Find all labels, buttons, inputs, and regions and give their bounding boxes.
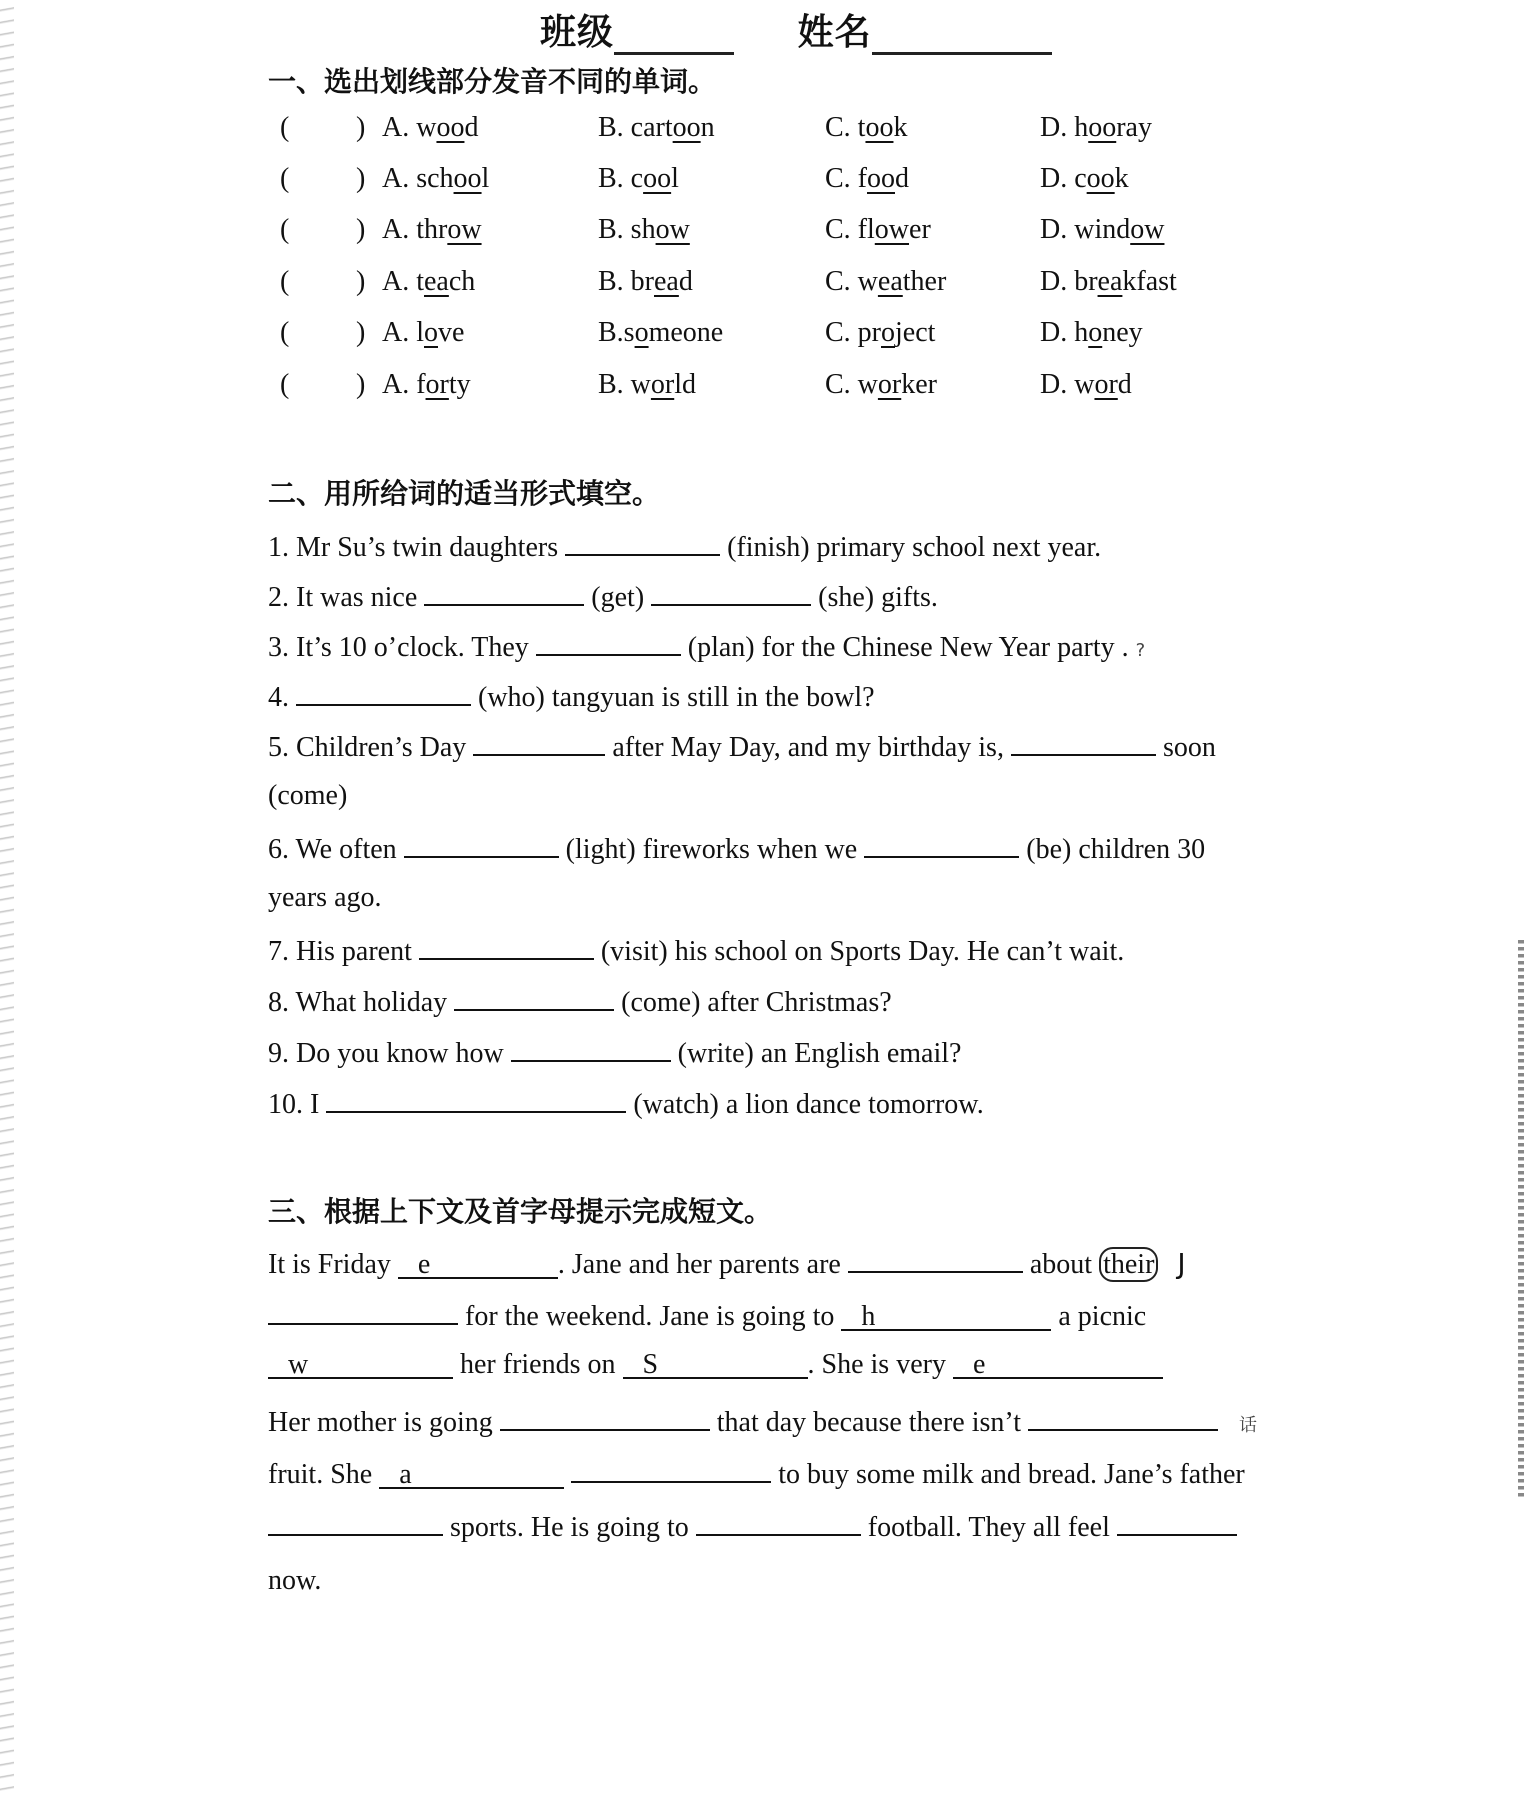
- option-c: [825, 112, 907, 144]
- question-text: Children’s Day: [296, 732, 467, 763]
- answer-blank[interactable]: [1028, 1403, 1218, 1431]
- question-text: Do you know how: [296, 1038, 504, 1069]
- option-text: ch: [448, 266, 476, 297]
- answer-blank[interactable]: [864, 830, 1019, 858]
- underlined-letters: oo: [453, 163, 482, 194]
- question-8: [268, 983, 892, 1019]
- option-text: l: [671, 163, 679, 194]
- question-text: I: [310, 1089, 320, 1120]
- option-b: [598, 369, 696, 401]
- passage-text: football. They all feel: [867, 1512, 1110, 1543]
- answer-blank[interactable]: [473, 728, 605, 756]
- answer-paren-close[interactable]: ): [356, 163, 366, 194]
- question-4: [268, 678, 875, 714]
- option-a: [382, 163, 489, 195]
- underlined-letters: or: [1094, 369, 1118, 400]
- option-text: d: [895, 163, 909, 194]
- hint-letter: w: [288, 1349, 309, 1380]
- choice-row: [280, 112, 1280, 152]
- question-number: 3.: [268, 632, 289, 663]
- answer-blank[interactable]: [536, 628, 681, 656]
- answer-paren-close[interactable]: ): [356, 317, 366, 348]
- answer-blank[interactable]: [419, 932, 594, 960]
- option-a: [382, 266, 475, 298]
- option-text: C. w: [825, 369, 878, 400]
- passage-text: for the weekend. Jane is going to: [465, 1301, 835, 1332]
- underlined-letters: oo: [643, 163, 672, 194]
- question-text: (come) after Christmas?: [621, 987, 892, 1018]
- option-d: [1040, 266, 1177, 298]
- answer-blank[interactable]: [268, 1349, 453, 1379]
- underlined-letters: or: [650, 369, 675, 400]
- answer-paren-open[interactable]: (: [280, 214, 290, 245]
- option-a: [382, 317, 464, 349]
- question-text: (be) children 30: [1026, 834, 1206, 865]
- option-text: ve: [438, 317, 465, 348]
- option-text: ty: [448, 369, 471, 400]
- answer-blank[interactable]: [404, 830, 559, 858]
- answer-blank[interactable]: [326, 1085, 626, 1113]
- passage-text: . Jane and her parents are: [557, 1249, 841, 1280]
- answer-blank[interactable]: [953, 1349, 1163, 1379]
- question-text: (finish) primary school next year.: [727, 532, 1102, 563]
- option-c: [825, 266, 946, 298]
- question-number: 4.: [268, 682, 289, 713]
- question-number: 1.: [268, 532, 289, 563]
- section2-title: 二、用所给词的适当形式填空。: [268, 477, 661, 510]
- option-text: k: [893, 112, 908, 143]
- passage-line-6: [268, 1508, 1237, 1544]
- option-text: B. w: [598, 369, 651, 400]
- passage-line-3: [268, 1349, 1163, 1381]
- question-number: 6.: [268, 834, 289, 865]
- option-text: ject: [895, 317, 936, 348]
- question-6-continued: years ago.: [268, 882, 382, 913]
- option-c: [825, 317, 935, 349]
- question-number: 5.: [268, 732, 289, 763]
- underlined-letters: ow: [447, 214, 482, 245]
- question-number: 10.: [268, 1089, 303, 1120]
- underlined-letters: ea: [1097, 266, 1123, 297]
- underlined-letters: o: [634, 317, 649, 348]
- option-text: er: [909, 214, 931, 245]
- passage-text: about: [1029, 1249, 1093, 1280]
- name-blank[interactable]: [872, 22, 1052, 55]
- handwritten-mark: ?: [1135, 640, 1146, 661]
- section3-title: 三、根据上下文及首字母提示完成短文。: [268, 1195, 773, 1228]
- question-1: [268, 528, 1101, 564]
- option-b: [598, 112, 715, 144]
- answer-blank[interactable]: [296, 678, 471, 706]
- answer-paren-close[interactable]: ): [356, 369, 366, 400]
- hint-letter: h: [861, 1301, 876, 1332]
- option-c: [825, 163, 909, 195]
- option-text: l: [481, 163, 490, 194]
- passage-text: It is Friday: [268, 1249, 391, 1280]
- option-text: B. cart: [598, 112, 673, 143]
- question-text: (visit) his school on Sports Day. He can’t wait.: [600, 936, 1125, 967]
- passage-text: her friends on: [460, 1349, 616, 1380]
- option-text: ney: [1102, 317, 1143, 348]
- answer-blank[interactable]: [848, 1245, 1023, 1273]
- option-c: [825, 214, 931, 246]
- option-text: B.s: [598, 317, 635, 348]
- question-text: soon: [1162, 732, 1216, 763]
- option-a: [382, 214, 482, 246]
- answer-blank[interactable]: [500, 1403, 710, 1431]
- worksheet-header: [540, 4, 1052, 55]
- hint-letter: e: [972, 1349, 986, 1380]
- option-text: A. l: [382, 317, 424, 348]
- answer-paren-open[interactable]: (: [280, 369, 290, 400]
- handwritten-mark: 话: [1239, 1415, 1258, 1436]
- question-6: [268, 830, 1205, 866]
- option-text: D. br: [1040, 266, 1098, 297]
- underlined-letters: oo: [1088, 112, 1117, 143]
- option-text: n: [700, 112, 715, 143]
- underlined-letters: ea: [877, 266, 903, 297]
- question-number: 9.: [268, 1038, 289, 1069]
- question-10: [268, 1085, 984, 1121]
- question-5: [268, 728, 1216, 764]
- passage-line-5: [268, 1455, 1245, 1491]
- passage-line-2: [268, 1297, 1146, 1333]
- question-number: 7.: [268, 936, 289, 967]
- underlined-letters: ea: [654, 266, 679, 297]
- option-text: C. t: [825, 112, 866, 143]
- option-d: [1040, 317, 1143, 349]
- option-text: C. fl: [825, 214, 875, 245]
- answer-blank[interactable]: [696, 1508, 861, 1536]
- option-b: [598, 163, 679, 195]
- underlined-letters: oo: [436, 112, 465, 143]
- option-text: ther: [902, 266, 947, 297]
- option-text: A. t: [382, 266, 424, 297]
- hint-letter: e: [417, 1249, 431, 1280]
- option-text: C. w: [825, 266, 878, 297]
- answer-blank[interactable]: [398, 1249, 558, 1279]
- answer-paren-close[interactable]: ): [356, 266, 366, 297]
- answer-blank[interactable]: [623, 1349, 808, 1379]
- choice-row: [280, 214, 1280, 254]
- underlined-letters: o: [881, 317, 895, 348]
- underlined-letters: o: [1088, 317, 1103, 348]
- answer-paren-close[interactable]: ): [356, 112, 366, 143]
- option-text: k: [1114, 163, 1129, 194]
- answer-blank[interactable]: [565, 528, 720, 556]
- scan-edge-right: [1518, 940, 1524, 1500]
- underlined-letters: o: [424, 317, 438, 348]
- answer-blank[interactable]: [1011, 728, 1156, 756]
- choice-row: [280, 317, 1280, 357]
- option-text: D. h: [1040, 112, 1089, 143]
- class-blank[interactable]: [614, 22, 734, 55]
- answer-paren-open[interactable]: (: [280, 266, 290, 297]
- option-d: [1040, 369, 1132, 401]
- option-text: ray: [1116, 112, 1152, 143]
- option-text: kfast: [1122, 266, 1177, 297]
- question-text: What holiday: [295, 987, 448, 1018]
- answer-blank[interactable]: [1117, 1508, 1237, 1536]
- option-d: [1040, 163, 1129, 195]
- passage-text: to buy some milk and bread. Jane’s father: [778, 1459, 1245, 1490]
- question-text: (she) gifts.: [818, 582, 938, 613]
- passage-text: that day because there isn’t: [716, 1407, 1022, 1438]
- option-text: B. c: [598, 163, 644, 194]
- option-a: [382, 112, 478, 144]
- passage-text: fruit. She: [268, 1459, 373, 1490]
- option-d: [1040, 214, 1164, 246]
- option-text: A. thr: [382, 214, 448, 245]
- question-text: His parent: [296, 936, 412, 967]
- question-7: [268, 932, 1124, 968]
- option-b: [598, 266, 693, 298]
- option-text: B. sh: [598, 214, 656, 245]
- question-text: (get): [591, 582, 645, 613]
- option-text: A. f: [382, 369, 426, 400]
- option-text: D. c: [1040, 163, 1087, 194]
- question-text: (who) tangyuan is still in the bowl?: [478, 682, 875, 713]
- option-a: [382, 369, 471, 401]
- option-text: D. w: [1040, 369, 1095, 400]
- option-b: [598, 317, 723, 349]
- class-label: 班级: [540, 12, 615, 53]
- option-text: A. sch: [382, 163, 454, 194]
- question-3: [268, 628, 1145, 664]
- passage-text: sports. He is going to: [450, 1512, 689, 1543]
- question-9: [268, 1034, 961, 1070]
- answer-blank[interactable]: [424, 578, 584, 606]
- passage-text: . She is very: [807, 1349, 946, 1380]
- option-text: A. w: [382, 112, 437, 143]
- passage-line-7: now.: [268, 1565, 322, 1596]
- option-text: d: [464, 112, 479, 143]
- option-text: C. f: [825, 163, 867, 194]
- question-text: It was nice: [296, 582, 418, 613]
- question-2: [268, 578, 938, 614]
- option-text: ker: [901, 369, 937, 400]
- hint-letter: a: [399, 1459, 412, 1490]
- answer-blank[interactable]: [268, 1297, 458, 1325]
- underlined-letters: ow: [655, 214, 690, 245]
- question-number: 8.: [268, 987, 289, 1018]
- answer-paren-open[interactable]: (: [280, 317, 290, 348]
- answer-blank[interactable]: [268, 1508, 443, 1536]
- option-text: meone: [648, 317, 724, 348]
- underlined-letters: or: [425, 369, 449, 400]
- passage-text: a picnic: [1058, 1301, 1147, 1332]
- passage-line-4: [268, 1403, 1257, 1439]
- option-text: ld: [674, 369, 697, 400]
- question-text: Mr Su’s twin daughters: [296, 532, 559, 563]
- answer-blank[interactable]: [651, 578, 811, 606]
- option-text: C. pr: [825, 317, 881, 348]
- option-text: D. wind: [1040, 214, 1131, 245]
- name-label: 姓名: [797, 12, 872, 53]
- underlined-letters: oo: [865, 112, 894, 143]
- underlined-letters: oo: [672, 112, 701, 143]
- option-d: [1040, 112, 1152, 144]
- question-text: It’s 10 o’clock. They: [296, 632, 529, 663]
- answer-paren-open[interactable]: (: [280, 163, 290, 194]
- answer-blank[interactable]: [571, 1455, 771, 1483]
- underlined-letters: ow: [874, 214, 910, 245]
- question-text: (write) an English email?: [677, 1038, 962, 1069]
- question-text: (plan) for the Chinese New Year party .: [687, 632, 1129, 663]
- choice-row: [280, 163, 1280, 203]
- answer-blank[interactable]: [454, 983, 614, 1011]
- question-5-continued: (come): [268, 780, 348, 811]
- option-c: [825, 369, 937, 401]
- answer-blank[interactable]: [841, 1301, 1051, 1331]
- underlined-letters: ea: [424, 266, 449, 297]
- question-text: after May Day, and my birthday is,: [612, 732, 1004, 763]
- underlined-letters: or: [877, 369, 902, 400]
- section1-title: 一、选出划线部分发音不同的单词。: [268, 65, 717, 98]
- choice-row: [280, 266, 1280, 306]
- answer-blank[interactable]: [379, 1459, 564, 1489]
- question-number: 2.: [268, 582, 289, 613]
- question-text: (watch) a lion dance tomorrow.: [633, 1089, 984, 1120]
- option-text: B. br: [598, 266, 654, 297]
- question-text: (light) fireworks when we: [565, 834, 858, 865]
- answer-paren-close[interactable]: ): [356, 214, 366, 245]
- underlined-letters: oo: [1086, 163, 1115, 194]
- answer-paren-open[interactable]: (: [280, 112, 290, 143]
- option-text: d: [1117, 369, 1132, 400]
- underlined-letters: oo: [867, 163, 895, 194]
- option-b: [598, 214, 690, 246]
- question-text: We often: [295, 834, 397, 865]
- scan-edge-left: [0, 0, 14, 1794]
- choice-row: [280, 369, 1280, 409]
- passage-line-1: [268, 1245, 1186, 1281]
- underlined-letters: ow: [1130, 214, 1165, 245]
- circled-word: their: [1099, 1247, 1158, 1282]
- answer-blank[interactable]: [511, 1034, 671, 1062]
- option-text: D. h: [1040, 317, 1089, 348]
- passage-text: Her mother is going: [268, 1407, 493, 1438]
- handwritten-mark: J: [1177, 1247, 1186, 1280]
- hint-letter: S: [642, 1349, 659, 1380]
- option-text: d: [678, 266, 693, 297]
